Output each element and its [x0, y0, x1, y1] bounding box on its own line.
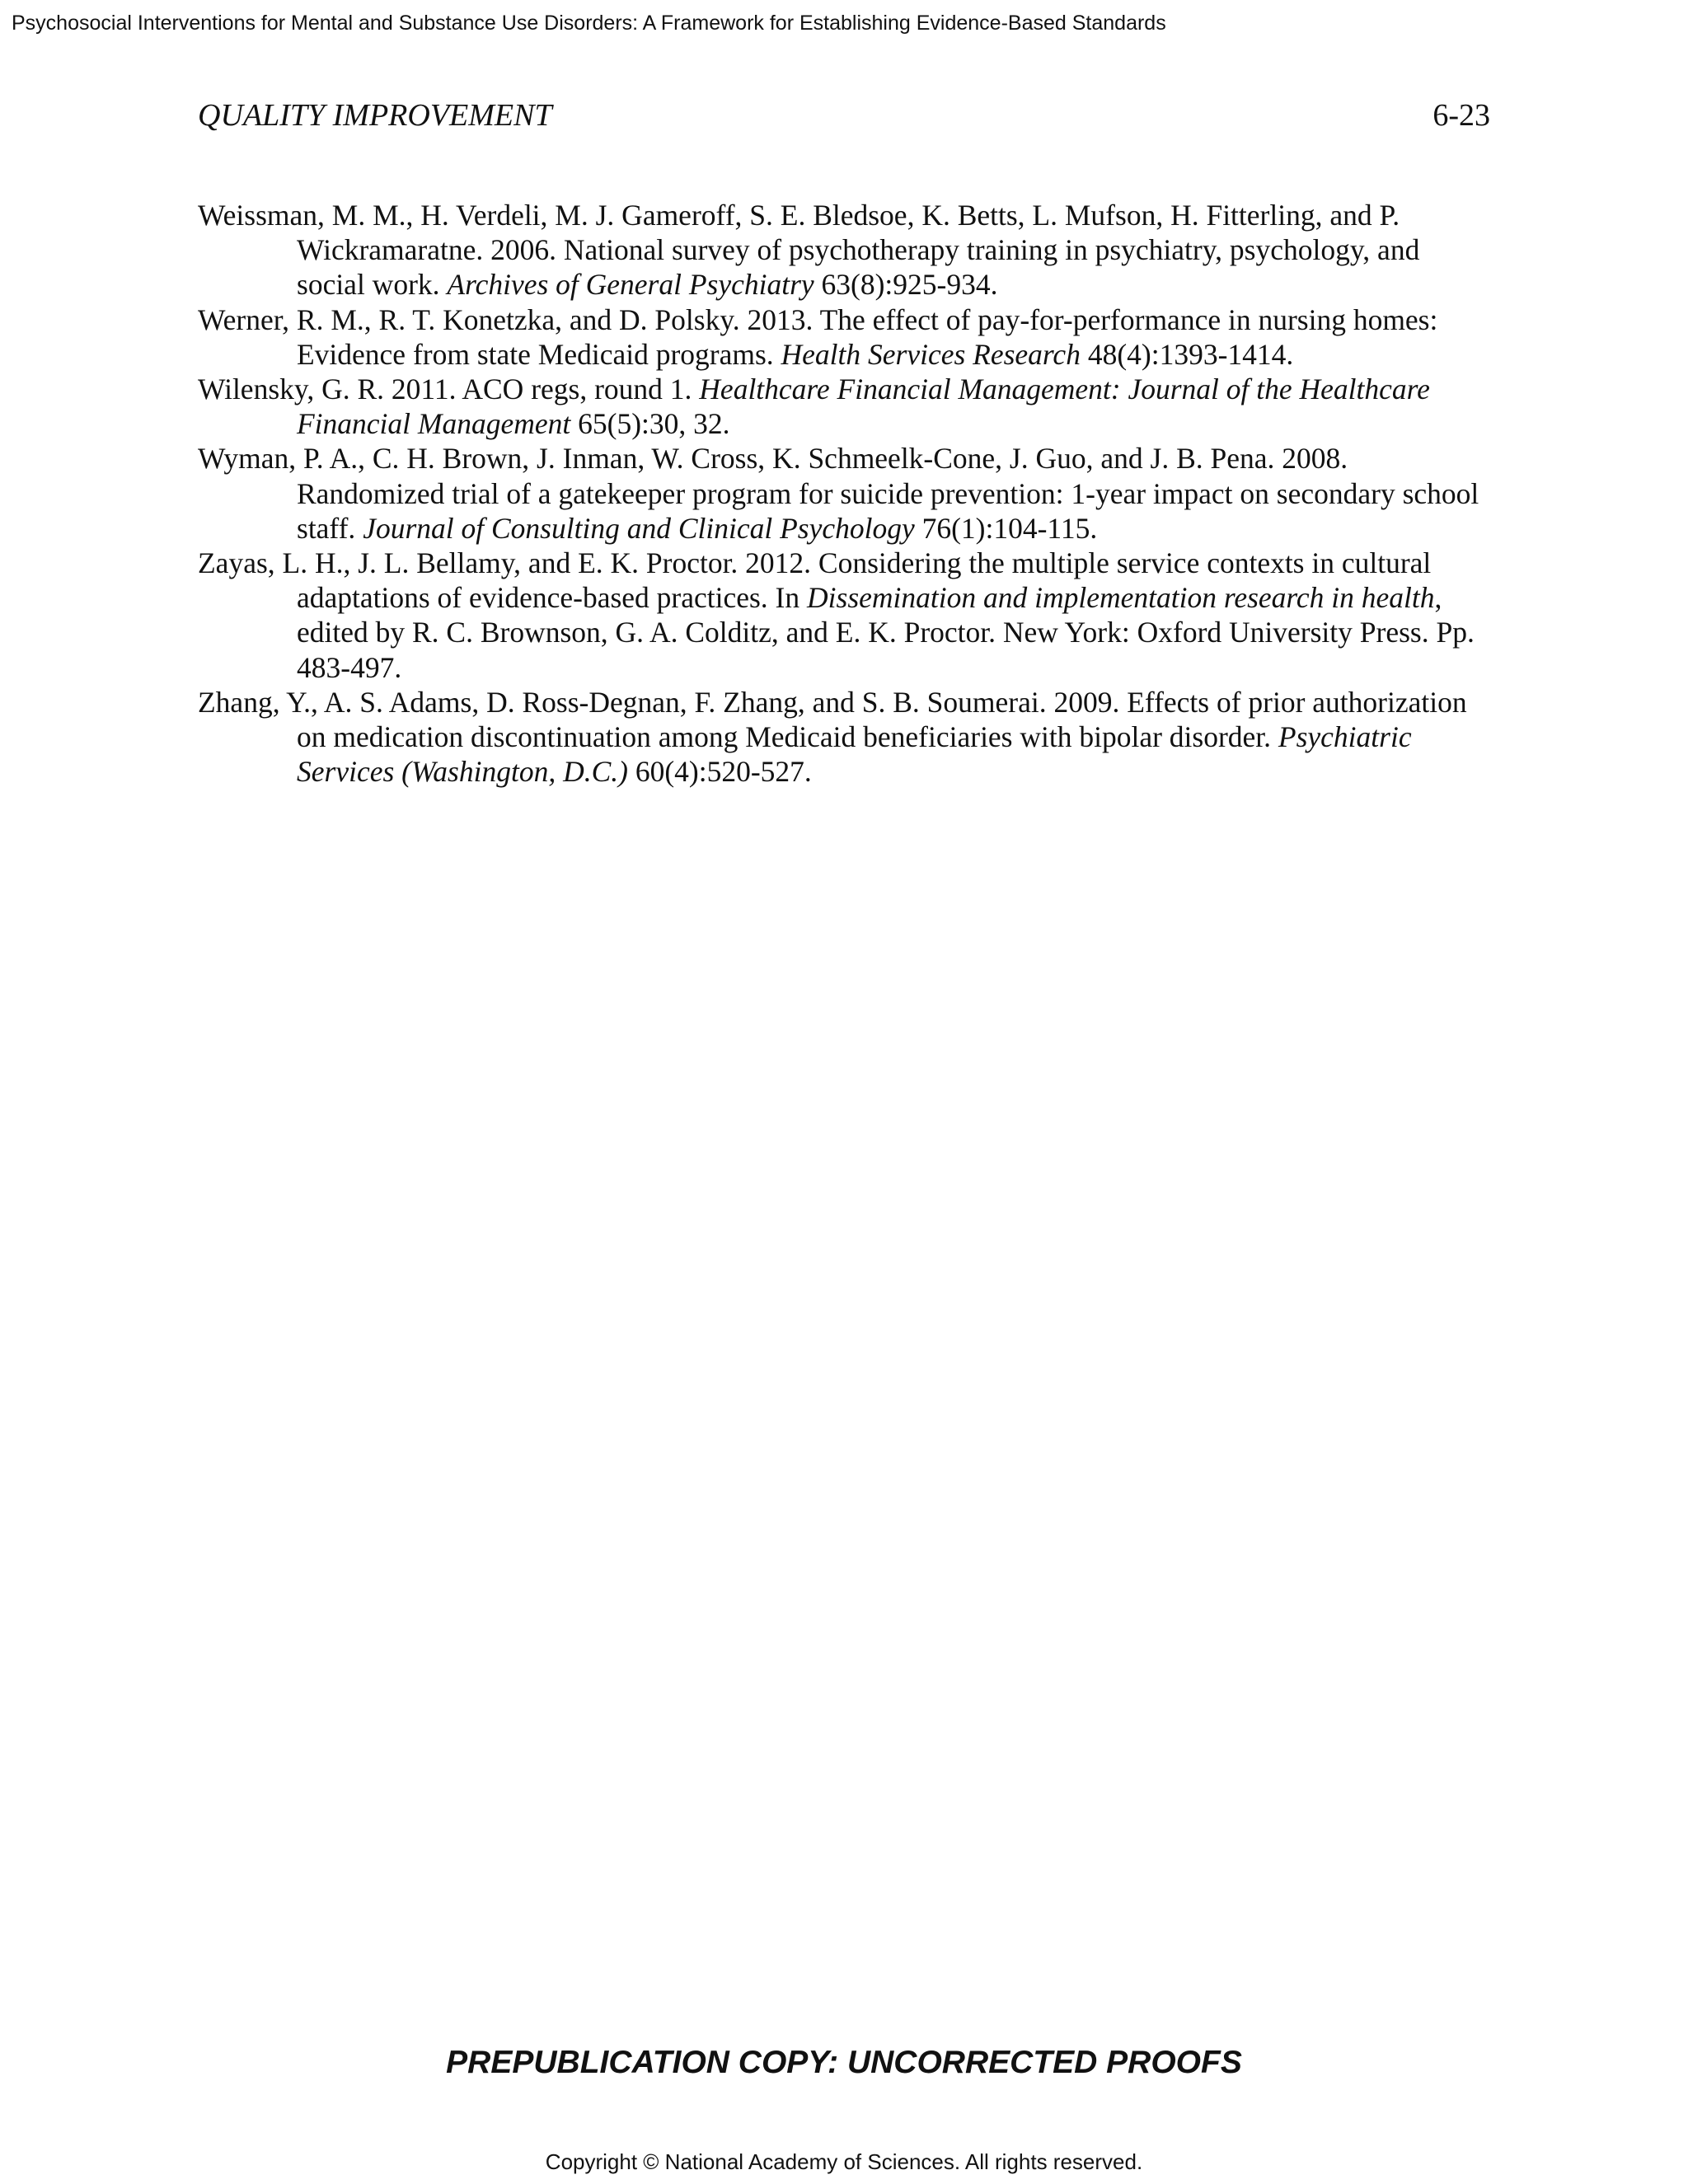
reference-entry — [198, 302, 1492, 372]
reference-text: Wilensky, G. R. 2011. ACO regs, round 1. — [198, 373, 700, 406]
reference-details: , edited by R. C. Brownson, G. A. Colditz, and E. K. Proctor. New York: Oxford University Press. Pp. 483-497. — [297, 581, 1475, 684]
reference-source-title: Health Services Research — [781, 337, 1081, 371]
section-title: QUALITY IMPROVEMENT — [198, 98, 552, 133]
reference-source-title: Psychiatric Services (Washington, D.C.) — [297, 720, 1412, 789]
reference-source-title: Healthcare Financial Management: Journal of the Healthcare Financial Management — [297, 373, 1430, 441]
reference-details: 63(8):925-934. — [814, 268, 998, 302]
reference-text: Weissman, M. M., H. Verdeli, M. J. Gameroff, S. E. Bledsoe, K. Betts, L. Mufson, H. Fitterling, and P. Wickramaratne. 2006. National survey of psychotherapy training in psychiatry, psychology, and social work. — [198, 199, 1420, 302]
reference-details: 65(5):30, 32. — [570, 407, 730, 441]
reference-details: 60(4):520-527. — [627, 755, 812, 789]
document-banner: Psychosocial Interventions for Mental and Substance Use Disorders: A Framework for Establishing Evidence-Based Standards — [12, 12, 1166, 35]
reference-entry — [198, 685, 1492, 790]
reference-details: 48(4):1393-1414. — [1080, 337, 1294, 371]
reference-text: Wyman, P. A., C. H. Brown, J. Inman, W. Cross, K. Schmeelk-Cone, J. Guo, and J. B. Pena. 2008. Randomized trial of a gatekeeper program for suicide prevention: 1-year impact on secondary school staff. — [198, 442, 1479, 545]
reference-source-title: Journal of Consulting and Clinical Psychology — [363, 511, 915, 545]
reference-entry — [198, 198, 1492, 302]
reference-source-title: Dissemination and implementation research in health — [807, 581, 1435, 615]
reference-text: Zayas, L. H., J. L. Bellamy, and E. K. Proctor. 2012. Considering the multiple service contexts in cultural adaptations of evidence-based practices. In — [198, 546, 1432, 615]
reference-entry — [198, 372, 1492, 441]
copyright-notice: Copyright © National Academy of Sciences. All rights reserved. — [545, 2149, 1143, 2174]
reference-details: 76(1):104-115. — [914, 511, 1098, 545]
proof-notice: PREPUBLICATION COPY: UNCORRECTED PROOFS — [446, 2045, 1242, 2080]
reference-text: Zhang, Y., A. S. Adams, D. Ross-Degnan, F. Zhang, and S. B. Soumerai. 2009. Effects of prior authorization on medication discontinuation among Medicaid beneficiaries with bipolar disorder. — [198, 685, 1467, 754]
reference-entry — [198, 546, 1492, 685]
running-head — [198, 97, 1490, 134]
reference-source-title: Archives of General Psychiatry — [447, 268, 814, 302]
reference-text: Werner, R. M., R. T. Konetzka, and D. Polsky. 2013. The effect of pay-for-performance in nursing homes: Evidence from state Medicaid programs. — [198, 302, 1438, 371]
reference-list — [198, 198, 1492, 789]
page-number: 6-23 — [1432, 98, 1490, 133]
reference-entry — [198, 441, 1492, 546]
